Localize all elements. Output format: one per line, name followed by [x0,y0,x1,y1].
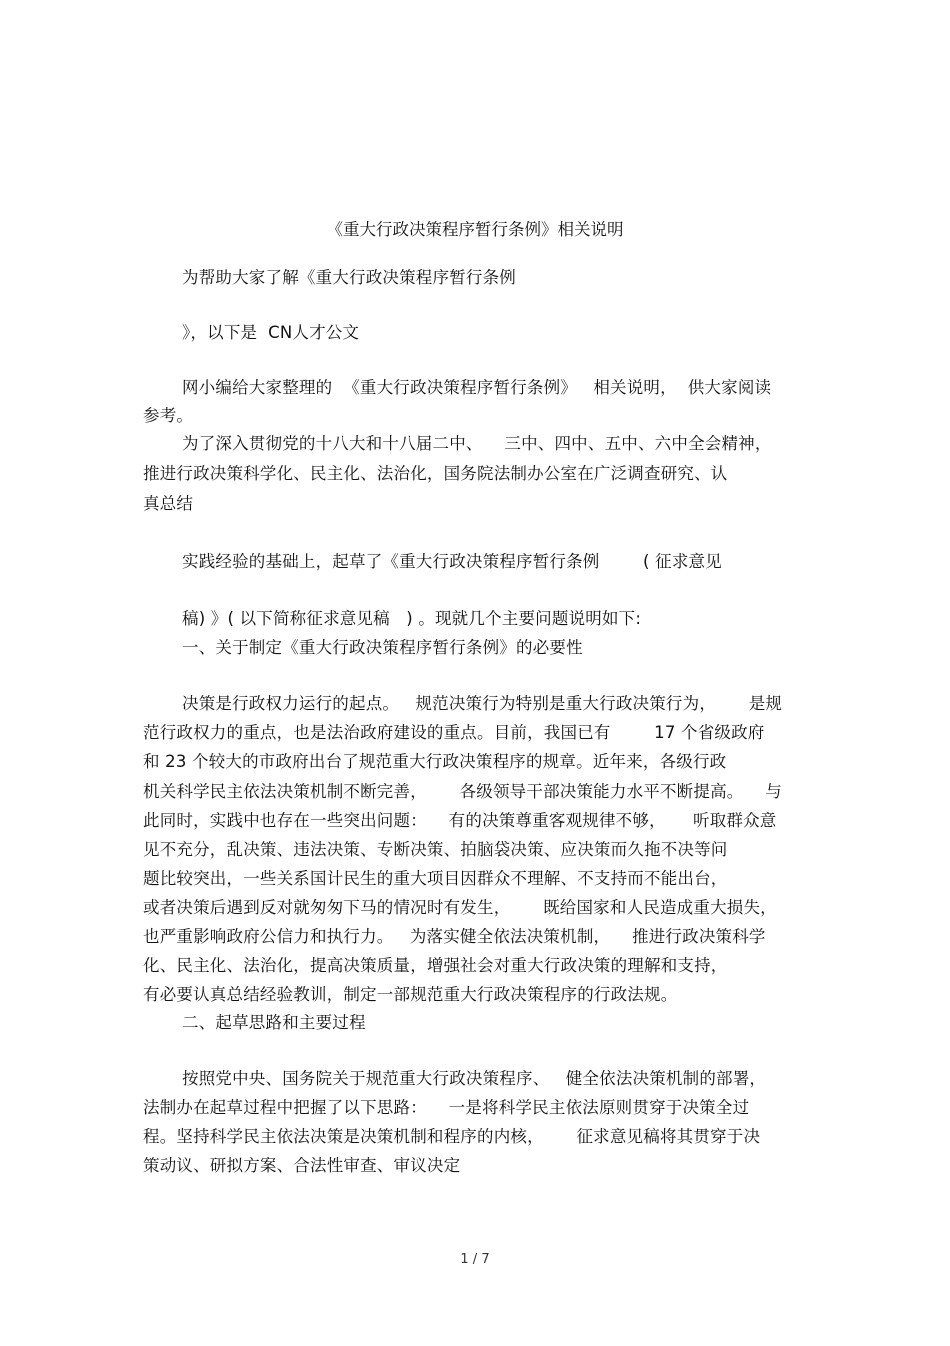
text-line: 题比较突出，一些关系国计民生的重大项目因群众不理解、不支持而不能出台， [143,869,728,888]
text-line: 此同时，实践中也存在一些突出问题： 有的决策尊重客观规律不够， 听取群众意 [143,811,777,830]
text-line: 为帮助大家了解《重大行政决策程序暂行条例 [182,268,516,287]
text-line: 真总结 [143,494,194,513]
text-line: 》，以下是 CN人才公文 [182,323,360,342]
text-line: 范行政权力的重点，也是法治政府建设的重点。目前，我国已有 17 个省级政府 [143,723,765,742]
text-line: 化、民主化、法治化，提高决策质量，增强社会对重大行政决策的理解和支持， [143,956,728,975]
section-heading: 一、关于制定《重大行政决策程序暂行条例》的必要性 [182,638,583,657]
text-line: 实践经验的基础上，起草了《重大行政决策程序暂行条例 ( 征求意见 [182,552,722,571]
text-line: 机关科学民主依法决策机制不断完善， 各级领导干部决策能力水平不断提高。 与 [143,782,782,801]
text-line: 有必要认真总结经验教训，制定一部规范重大行政决策程序的行政法规。 [143,985,678,1004]
text-line: 或者决策后遇到反对就匆匆下马的情况时有发生， 既给国家和人民造成重大损失， [143,898,777,917]
text-line: 程。坚持科学民主依法决策是决策机制和程序的内核， 征求意见稿将其贯穿于决 [143,1127,761,1146]
text-line: 也严重影响政府公信力和执行力。 为落实健全依法决策机制， 推进行政决策科学 [143,927,766,946]
section-heading: 二、起草思路和主要过程 [182,1013,366,1032]
text-line: 策动议、研拟方案、合法性审查、审议决定 [143,1156,461,1175]
text-line: 稿) 》( 以下简称征求意见稿 ) 。现就几个主要问题说明如下: [182,609,642,628]
text-line: 和 23 个较大的市政府出台了规范重大行政决策程序的规章。近年来，各级行政 [143,752,727,771]
text-line: 见不充分，乱决策、违法决策、专断决策、拍脑袋决策、应决策而久拖不决等问 [143,840,728,859]
page-number: 1 / 7 [460,1252,490,1267]
text-line: 法制办在起草过程中把握了以下思路： 一是将科学民主依法原则贯穿于决策全过 [143,1098,750,1117]
text-line: 参考。 [143,406,194,425]
text-line: 决策是行政权力运行的起点。 规范决策行为特别是重大行政决策行为， 是规 [182,694,783,713]
text-line: 推进行政决策科学化、民主化、法治化，国务院法制办公室在广泛调查研究、认 [143,464,728,483]
text-line: 按照党中央、国务院关于规范重大行政决策程序、 健全依法决策机制的部署， [182,1069,767,1088]
document-title: 《重大行政决策程序暂行条例》相关说明 [326,220,624,239]
text-line: 为了深入贯彻党的十八大和十八届二中、 三中、四中、五中、六中全会精神， [182,434,772,453]
text-line: 网小编给大家整理的 《重大行政决策程序暂行条例》 相关说明， 供大家阅读 [182,378,772,397]
